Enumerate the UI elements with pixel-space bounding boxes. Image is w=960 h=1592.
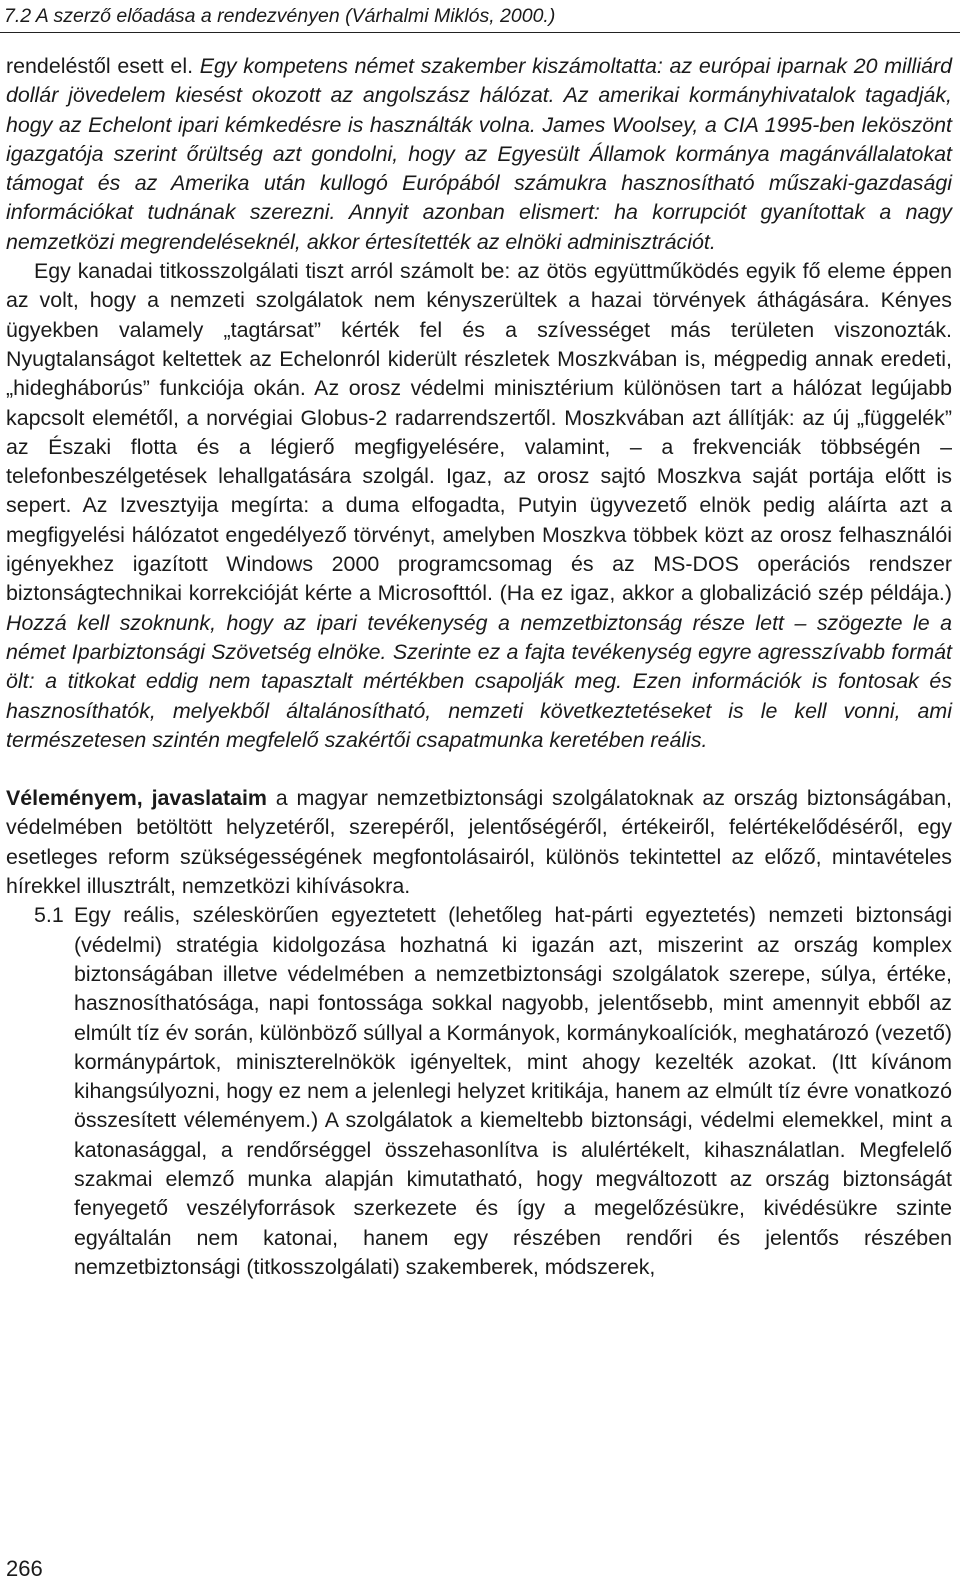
header-divider — [0, 32, 960, 33]
paragraph-spacer — [6, 755, 952, 784]
paragraph-1-roman: rendeléstől esett el. — [6, 54, 200, 78]
paragraph-2-roman: Egy kanadai titkosszolgálati tiszt arról számolt be: az ötös együttműködés egyik fő eleme éppen az volt, hogy a nemzeti szolgálatok nem kényszerültek a hazai törvények áthágására. Kényes ügyekben valamely „tagtársat” kérték fel és a szívességet más területen viszonozták. Nyugtalanságot keltettek az Echelonról kiderült részletek Moszkvában is, mégpedig annak eredeti, „hidegháborús” funkciója okán. Az orosz védelmi minisztérium különösen tart a hálózat legújabb kapcsolt elemétől, a norvégiai Globus-2 radarrendszertől. Moszkvában azt állítják: az új „függelék” az Északi flotta és a légierő megfigyelésére, valamint, – a frekvenciák többségén – telefonbeszélgetések lehallgatására szolgál. Igaz, az orosz sajtó Moszkva saját portája előtt is sepert. Az Izvesztyija megírta: a duma elfogadta, Putyin ügyvezető elnök pedig aláírta azt a megfigyelési hálózatot engedélyező törvényt, amelyben Moszkva többek közt az orosz felhasználói igényekhez igazított Windows 2000 programcsomag és az MS-DOS operációs rendszer biztonságtechnikai korrekcióját kérte a Microsofttól. (Ha ez igaz, akkor a globalizáció szép példája.) — [6, 259, 952, 606]
page-body — [6, 52, 952, 1282]
section-lead-heading: Véleményem, javaslataim — [6, 786, 267, 811]
paragraph-canadian-officer — [6, 257, 952, 755]
item-text: Egy reális, széleskörűen egyeztetett (lehetőleg hat-párti egyeztetés) nemzeti biztonsági (védelmi) stratégia kidolgozása hozhatná ki igazán azt, miszerint az ország komplex biztonságában illetve védelmében a nemzetbiztonsági szolgálatok szerepe, súlya, értéke, hasznosíthatósága, napi fontossága sokkal nagyobb, jelentősebb, mint amennyit ebből az elmúlt tíz év során, különböző súllyal a Kormányok, kormánykoalíciók, meghatározó (vezető) kormánypártok, miniszterelnökök igényeltek, mint ahogy kezelték azokat. (Itt kívánom kihangsúlyozni, hogy ez nem a jelenlegi helyzet kritikája, hanem az elmúlt tíz évre vonatkozó összesített véleményem.) A szolgálatok a kiemeltebb biztonsági, védelmi elemekkel, mint a katonasággal, a rendőrséggel összehasonlítva is alulértékelt, kihasználatlan. Megfelelő szakmai elemző munka alapján kimutatható, hogy megváltozott az ország biztonságát fenyegető veszélyforrások szerkezete és így a megelőzésükre, kivédésükre szinte egyáltalán nem katonai, hanem egy részében rendőri és jelentős részében nemzetbiztonsági (titkosszolgálati) szakemberek, módszerek, — [74, 903, 952, 1279]
numbered-item-5-1 — [6, 901, 952, 1282]
item-number: 5.1 — [34, 903, 64, 928]
paragraph-2-italic: Hozzá kell szoknunk, hogy az ipari tevékenység a nemzetbiztonság része lett – szögezte le a német Iparbiztonsági Szövetség elnöke. Szerinte ez a fajta tevékenység egyre agresszívabb formát ölt: a titkokat eddig nem tapasztalt mértékben csapolják meg. Ezen információk is fontosak és hasznosíthatók, melyekből általánosítható, nemzeti következtetéseket is le kell vonni, ami természetesen szintén megfelelő szakértői csapatmunka keretében reális. — [6, 610, 952, 752]
paragraph-echelon-industry — [6, 52, 952, 257]
running-header: 7.2 A szerző előadása a rendezvényen (Várhalmi Miklós, 2000.) — [4, 5, 556, 27]
page-number: 266 — [6, 1556, 43, 1581]
paragraph-3-text: a magyar nemzetbiztonsági szolgálatoknak az ország biztonságában, védelmében betöltött helyzetéről, szerepéről, jelentőségéről, értékeiről, felértékelődéséről, egy esetleges reform szükségességének megfontolásairól, különös tekintettel az előző, mintavételes hírekkel illusztrált, nemzetközi kihívásokra. — [6, 786, 952, 899]
paragraph-opinions — [6, 784, 952, 901]
paragraph-1-italic: Egy kompetens német szakember kiszámoltatta: az európai iparnak 20 milliárd dollár jövedelem kiesést okozott az angolszász hálózat. Az amerikai kormányhivatalok tagadják, hogy az Echelont ipari kémkedésre is használták volna. James Woolsey, a CIA 1995-ben leköszönt igazgatója szerint őrültség azt gondolni, hogy az Egyesült Államok kormánya magánvállalatokat támogat és az Amerika után kullogó Európából számukra hasznosítható műszaki-gazdasági információkat tudnának szerezni. Annyit azonban elismert: ha korrupciót gyanítottak a nagy nemzetközi megrendeléseknél, akkor értesítették az elnöki adminisztrációt. — [6, 54, 952, 254]
